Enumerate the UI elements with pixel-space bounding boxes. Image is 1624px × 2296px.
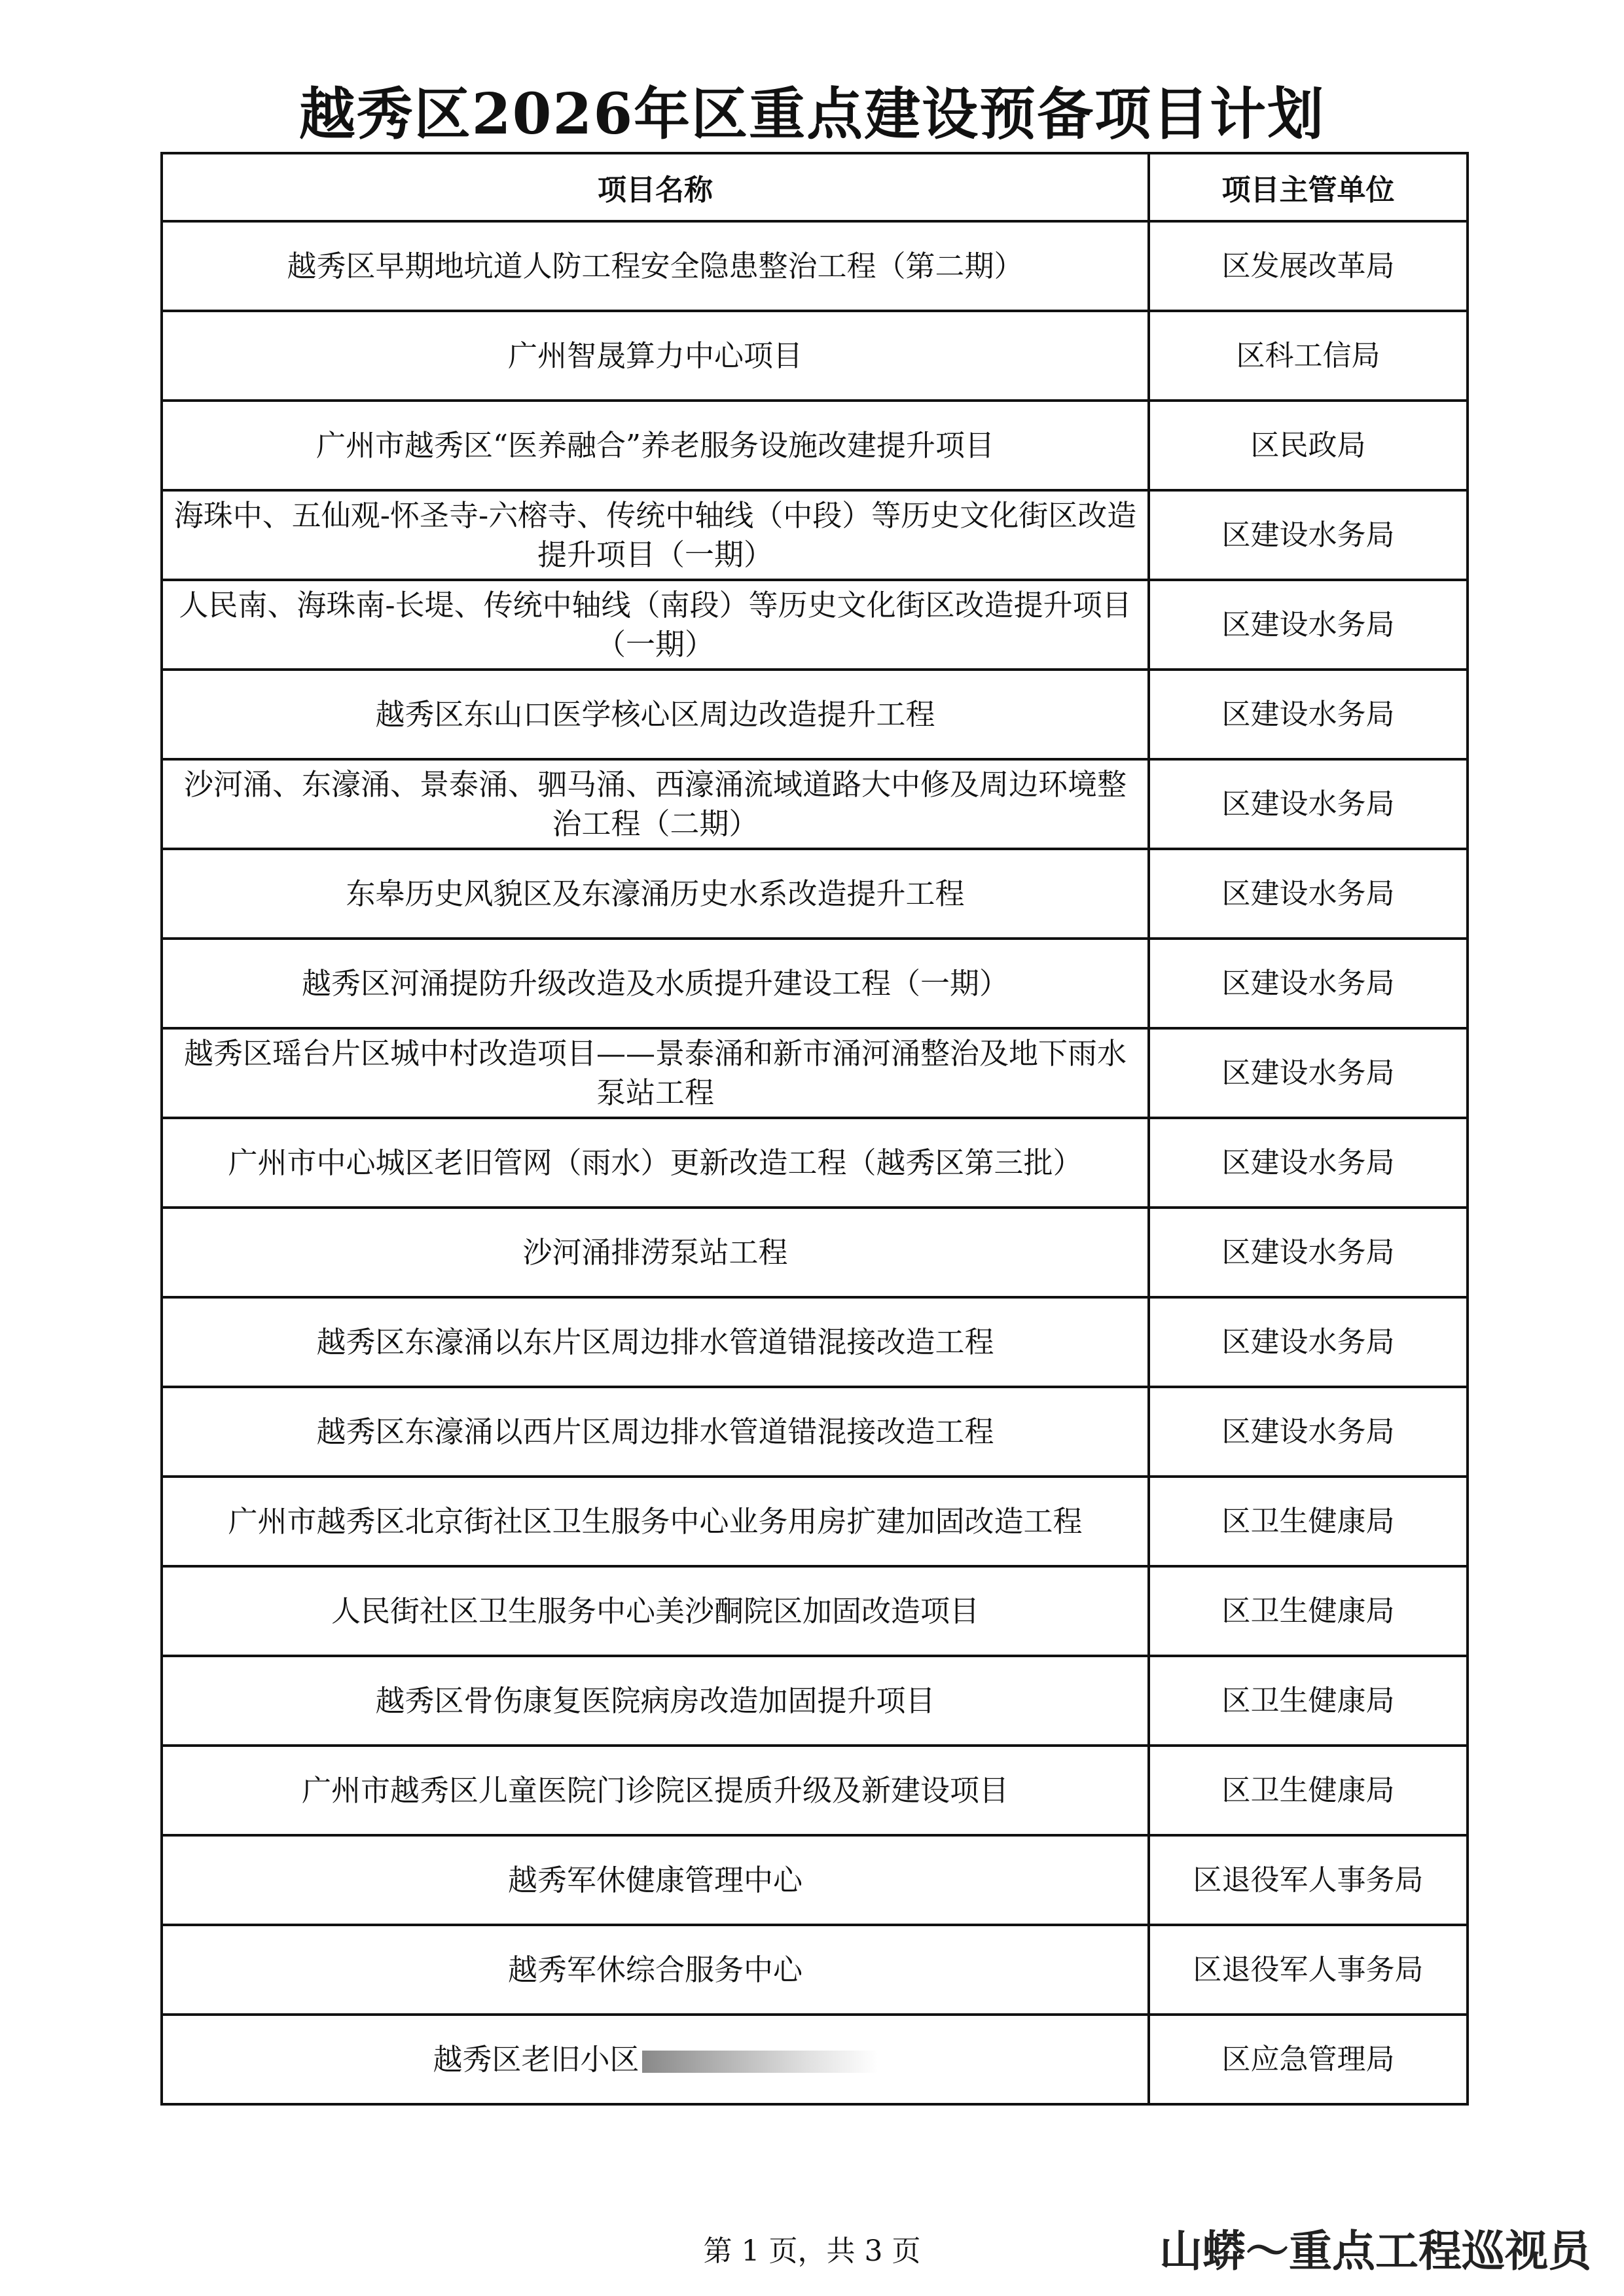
table-row bbox=[162, 401, 1468, 490]
table-row bbox=[162, 221, 1468, 311]
project-name-cell: 广州智晟算力中心项目 bbox=[162, 311, 1149, 401]
managing-unit-cell: 区科工信局 bbox=[1149, 311, 1468, 401]
managing-unit-cell: 区退役军人事务局 bbox=[1149, 1835, 1468, 1925]
managing-unit-cell: 区建设水务局 bbox=[1149, 849, 1468, 939]
table-row bbox=[162, 1566, 1468, 1656]
redaction-blur bbox=[642, 2051, 878, 2073]
project-name-cell: 海珠中、五仙观-怀圣寺-六榕寺、传统中轴线（中段）等历史文化街区改造提升项目（一期） bbox=[162, 490, 1149, 580]
project-name-cell: 广州市越秀区“医养融合”养老服务设施改建提升项目 bbox=[162, 401, 1149, 490]
project-name-cell: 东皋历史风貌区及东濠涌历史水系改造提升工程 bbox=[162, 849, 1149, 939]
project-name-text: 越秀区老旧小区 bbox=[433, 2041, 640, 2077]
table-row bbox=[162, 580, 1468, 670]
managing-unit-cell: 区建设水务局 bbox=[1149, 1387, 1468, 1477]
header-project-name: 项目名称 bbox=[162, 153, 1149, 221]
project-name-cell: 广州市越秀区儿童医院门诊院区提质升级及新建设项目 bbox=[162, 1746, 1149, 1835]
table-row bbox=[162, 1925, 1468, 2015]
table-row bbox=[162, 1477, 1468, 1566]
managing-unit-cell: 区退役军人事务局 bbox=[1149, 1925, 1468, 2015]
table-row bbox=[162, 1208, 1468, 1297]
managing-unit-cell: 区建设水务局 bbox=[1149, 1208, 1468, 1297]
project-name-cell: 人民南、海珠南-长堤、传统中轴线（南段）等历史文化街区改造提升项目（一期） bbox=[162, 580, 1149, 670]
table-row bbox=[162, 759, 1468, 849]
managing-unit-cell: 区建设水务局 bbox=[1149, 1297, 1468, 1387]
project-name-cell: 广州市中心城区老旧管网（雨水）更新改造工程（越秀区第三批） bbox=[162, 1118, 1149, 1208]
table-header-row bbox=[162, 153, 1468, 221]
project-name-cell: 人民街社区卫生服务中心美沙酮院区加固改造项目 bbox=[162, 1566, 1149, 1656]
managing-unit-cell: 区卫生健康局 bbox=[1149, 1656, 1468, 1746]
managing-unit-cell: 区应急管理局 bbox=[1149, 2015, 1468, 2104]
project-name-cell: 沙河涌排涝泵站工程 bbox=[162, 1208, 1149, 1297]
header-managing-unit: 项目主管单位 bbox=[1149, 153, 1468, 221]
project-name-cell: 越秀区东山口医学核心区周边改造提升工程 bbox=[162, 670, 1149, 759]
table-row bbox=[162, 1656, 1468, 1746]
managing-unit-cell: 区发展改革局 bbox=[1149, 221, 1468, 311]
managing-unit-cell: 区卫生健康局 bbox=[1149, 1746, 1468, 1835]
managing-unit-cell: 区建设水务局 bbox=[1149, 939, 1468, 1028]
managing-unit-cell: 区建设水务局 bbox=[1149, 490, 1468, 580]
managing-unit-cell: 区卫生健康局 bbox=[1149, 1566, 1468, 1656]
page-title: 越秀区2026年区重点建设预备项目计划 bbox=[298, 81, 1326, 147]
table-row bbox=[162, 1835, 1468, 1925]
table-row bbox=[162, 2015, 1468, 2104]
project-name-cell: 越秀区东濠涌以西片区周边排水管道错混接改造工程 bbox=[162, 1387, 1149, 1477]
project-name-cell: 越秀区瑶台片区城中村改造项目——景泰涌和新市涌河涌整治及地下雨水泵站工程 bbox=[162, 1028, 1149, 1118]
project-name-cell: 越秀区早期地坑道人防工程安全隐患整治工程（第二期） bbox=[162, 221, 1149, 311]
project-name-cell: 越秀区骨伤康复医院病房改造加固提升项目 bbox=[162, 1656, 1149, 1746]
managing-unit-cell: 区建设水务局 bbox=[1149, 580, 1468, 670]
project-name-cell: 广州市越秀区北京街社区卫生服务中心业务用房扩建加固改造工程 bbox=[162, 1477, 1149, 1566]
managing-unit-cell: 区民政局 bbox=[1149, 401, 1468, 490]
project-name-cell bbox=[162, 2015, 1149, 2104]
table-row bbox=[162, 311, 1468, 401]
table-row bbox=[162, 490, 1468, 580]
managing-unit-cell: 区建设水务局 bbox=[1149, 759, 1468, 849]
watermark: 山蟒～重点工程巡视员 bbox=[1159, 2226, 1591, 2276]
table-row bbox=[162, 1118, 1468, 1208]
project-name-cell: 沙河涌、东濠涌、景泰涌、驷马涌、西濠涌流域道路大中修及周边环境整治工程（二期） bbox=[162, 759, 1149, 849]
managing-unit-cell: 区建设水务局 bbox=[1149, 1028, 1468, 1118]
table-row bbox=[162, 849, 1468, 939]
table-body bbox=[162, 221, 1468, 2104]
table-row bbox=[162, 1028, 1468, 1118]
project-name-cell: 越秀军休健康管理中心 bbox=[162, 1835, 1149, 1925]
project-table-container bbox=[160, 152, 1466, 2106]
managing-unit-cell: 区建设水务局 bbox=[1149, 1118, 1468, 1208]
table-row bbox=[162, 939, 1468, 1028]
project-name-cell: 越秀区东濠涌以东片区周边排水管道错混接改造工程 bbox=[162, 1297, 1149, 1387]
project-name-cell: 越秀区河涌提防升级改造及水质提升建设工程（一期） bbox=[162, 939, 1149, 1028]
table-row bbox=[162, 1297, 1468, 1387]
managing-unit-cell: 区建设水务局 bbox=[1149, 670, 1468, 759]
project-table bbox=[160, 152, 1469, 2106]
table-row bbox=[162, 1746, 1468, 1835]
table-row bbox=[162, 670, 1468, 759]
table-row bbox=[162, 1387, 1468, 1477]
managing-unit-cell: 区卫生健康局 bbox=[1149, 1477, 1468, 1566]
project-name-cell: 越秀军休综合服务中心 bbox=[162, 1925, 1149, 2015]
page-indicator: 第 1 页，共 3 页 bbox=[703, 2234, 921, 2268]
